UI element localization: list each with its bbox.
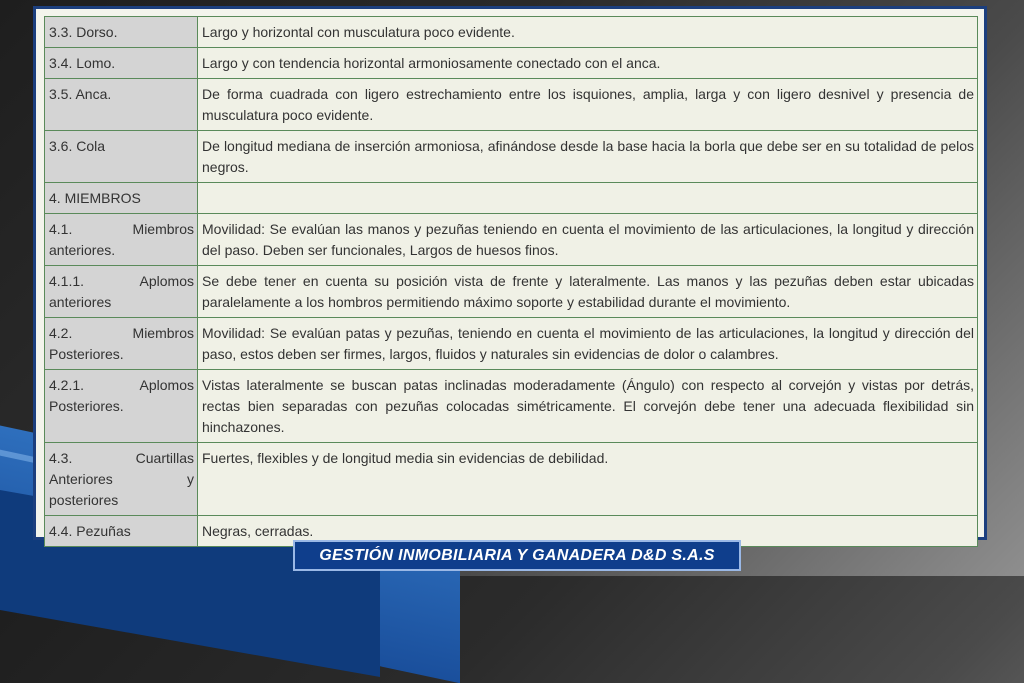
- table-row: [45, 318, 978, 370]
- row-label: 4.2.1. Aplomos Posteriores.: [45, 370, 198, 443]
- table-row: [45, 370, 978, 443]
- table-row: [45, 131, 978, 183]
- row-description: Vistas lateralmente se buscan patas inclinadas moderadamente (Ángulo) con respecto al corvejón y vistas por detrás, rectas bien separadas con pezuñas colocadas simétricamente. El corvejón debe tener una adecuada flexibilidad sin hinchazones.: [198, 370, 978, 443]
- row-description: Largo y horizontal con musculatura poco evidente.: [198, 17, 978, 48]
- row-label: 4. MIEMBROS: [45, 183, 198, 214]
- table-row: [45, 17, 978, 48]
- row-label: 3.3. Dorso.: [45, 17, 198, 48]
- row-description: Fuertes, flexibles y de longitud media sin evidencias de debilidad.: [198, 443, 978, 516]
- table-row: [45, 79, 978, 131]
- company-banner: GESTIÓN INMOBILIARIA Y GANADERA D&D S.A.S: [293, 540, 741, 571]
- row-label: 4.4. Pezuñas: [45, 516, 198, 547]
- table-row: [45, 214, 978, 266]
- row-label: 4.2. Miembros Posteriores.: [45, 318, 198, 370]
- row-description: Negras, cerradas.: [198, 516, 978, 547]
- content-frame: [33, 6, 987, 540]
- table-row: [45, 183, 978, 214]
- table-body: [45, 17, 978, 547]
- row-label: 4.1.1. Aplomos anteriores: [45, 266, 198, 318]
- row-description: De longitud mediana de inserción armoniosa, afinándose desde la base hacia la borla que debe ser en su totalidad de pelos negros.: [198, 131, 978, 183]
- table-row: [45, 266, 978, 318]
- row-label: 3.4. Lomo.: [45, 48, 198, 79]
- row-label: 3.6. Cola: [45, 131, 198, 183]
- row-description: Movilidad: Se evalúan patas y pezuñas, teniendo en cuenta el movimiento de las articulaciones, la longitud y dirección del paso, estos deben ser firmes, largos, fluidos y naturales sin evidencias de dolor o calambres.: [198, 318, 978, 370]
- row-label: 4.3. Cuartillas Anteriores y posteriores: [45, 443, 198, 516]
- row-label: 3.5. Anca.: [45, 79, 198, 131]
- row-description: Se debe tener en cuenta su posición vista de frente y lateralmente. Las manos y las pezuñas deben estar ubicadas paralelamente a los hombros permitiendo máximo soporte y estabilidad durante el movimiento.: [198, 266, 978, 318]
- table-row: [45, 48, 978, 79]
- row-label: 4.1. Miembros anteriores.: [45, 214, 198, 266]
- row-description: [198, 183, 978, 214]
- table-row: [45, 443, 978, 516]
- row-description: De forma cuadrada con ligero estrechamiento entre los isquiones, amplia, larga y con ligero desnivel y presencia de musculatura poco evidente.: [198, 79, 978, 131]
- breed-standard-table: [44, 16, 978, 547]
- row-description: Largo y con tendencia horizontal armoniosamente conectado con el anca.: [198, 48, 978, 79]
- row-description: Movilidad: Se evalúan las manos y pezuñas teniendo en cuenta el movimiento de las articulaciones, la longitud y dirección del paso. Deben ser funcionales, Largos de huesos finos.: [198, 214, 978, 266]
